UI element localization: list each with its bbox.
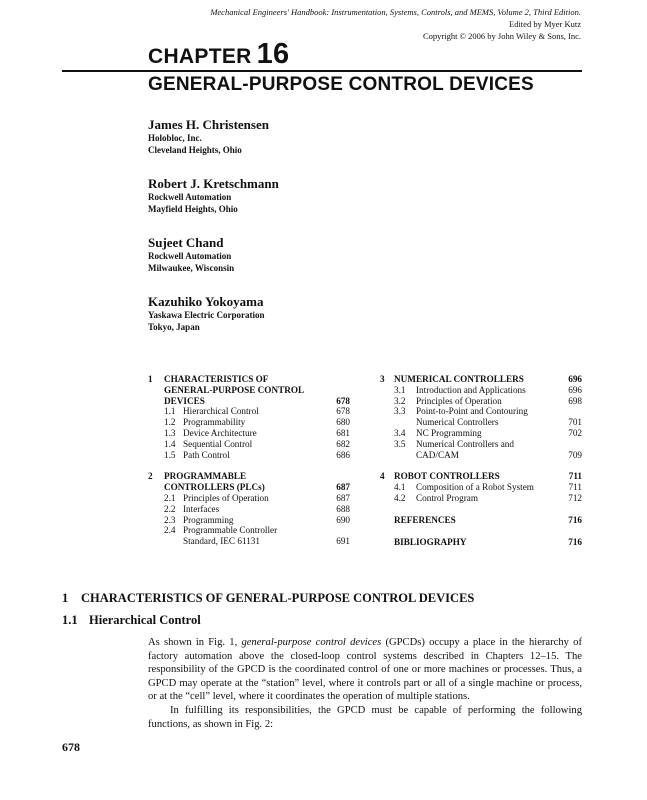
chapter-label bbox=[148, 38, 289, 71]
toc-item[interactable]: 3.4 NC Programming 702 bbox=[394, 427, 582, 438]
section-title: CHARACTERISTICS OF GENERAL-PURPOSE CONTROL DEVICES bbox=[81, 591, 475, 605]
author-location: Mayfield Heights, Ohio bbox=[148, 204, 238, 214]
toc-bibliography[interactable]: BIBLIOGRAPHY 716 bbox=[394, 536, 582, 547]
chapter-rule bbox=[62, 70, 582, 72]
toc-page: 696 bbox=[568, 374, 582, 384]
author-name: Sujeet Chand bbox=[148, 235, 224, 250]
author-block bbox=[148, 294, 265, 333]
author-org: Rockwell Automation bbox=[148, 251, 232, 261]
toc-item[interactable]: 4.2 Control Program 712 bbox=[394, 492, 582, 503]
paragraph: As shown in Fig. 1, general-purpose control devices (GPCDs) occupy a place in the hierarchy of factory automation above the closed-loop control systems described in Chapters 12–15. The responsibility of the GPCD is the coordinated control of one or more machines or processes. Thus, a GPCD may operate at the “station” level, where it controls part or all of a single machine or process, or at the “cell” level, where it coordinates the operation of multiple stations. bbox=[148, 637, 582, 703]
author-name: James H. Christensen bbox=[148, 117, 269, 132]
toc-section-1[interactable]: 1 CHARACTERISTICS OF bbox=[148, 374, 269, 384]
author-location: Tokyo, Japan bbox=[148, 322, 200, 332]
author-location: Milwaukee, Wisconsin bbox=[148, 263, 235, 273]
toc-item[interactable]: 1.4 Sequential Control 682 bbox=[164, 438, 350, 449]
toc-right-column bbox=[380, 374, 582, 547]
toc-item[interactable]: 2.3 Programming 690 bbox=[164, 514, 350, 525]
toc-section-2-line2: CONTROLLERS (PLCs) 687 bbox=[164, 482, 350, 493]
section-title: Hierarchical Control bbox=[89, 613, 201, 627]
toc-item-cont: Numerical Controllers 701 bbox=[416, 417, 582, 428]
toc-item[interactable]: 2.2 Interfaces 688 bbox=[164, 503, 350, 514]
toc-item[interactable]: 3.2 Principles of Operation 698 bbox=[394, 395, 582, 406]
author-org: Holobloc, Inc. bbox=[148, 133, 202, 143]
toc-section-2[interactable]: 2 PROGRAMMABLE bbox=[148, 471, 247, 482]
emphasis: general-purpose control devices bbox=[241, 637, 382, 648]
section-1-1-heading bbox=[62, 613, 201, 628]
toc-page: 711 bbox=[568, 471, 582, 482]
chapter-number: 16 bbox=[256, 38, 290, 70]
toc-item[interactable]: 4.1 Composition of a Robot System 711 bbox=[394, 482, 582, 493]
toc-page: 678 bbox=[336, 395, 350, 406]
author-block bbox=[148, 117, 269, 156]
toc-section-3[interactable]: 3 NUMERICAL CONTROLLERS 696 bbox=[380, 374, 582, 384]
author-block bbox=[148, 176, 279, 215]
author-org: Yaskawa Electric Corporation bbox=[148, 310, 265, 320]
section-number: 1.1 bbox=[62, 613, 78, 627]
author-name: Robert J. Kretschmann bbox=[148, 176, 279, 191]
toc-item[interactable]: 1.5 Path Control 686 bbox=[164, 449, 350, 460]
toc-section-1-line2: GENERAL-PURPOSE CONTROL bbox=[164, 384, 305, 395]
body-text bbox=[148, 636, 582, 731]
author-org: Rockwell Automation bbox=[148, 192, 232, 202]
header-book-title: Mechanical Engineers' Handbook: Instrumentation, Systems, Controls, and MEMS, Volume 2, Third Edition. bbox=[210, 7, 581, 17]
author-location: Cleveland Heights, Ohio bbox=[148, 145, 242, 155]
paragraph: In fulfilling its responsibilities, the GPCD must be capable of performing the following functions, as shown in Fig. 2: bbox=[148, 704, 582, 730]
toc-item[interactable]: 3.1 Introduction and Applications 696 bbox=[394, 384, 582, 395]
toc-page: 687 bbox=[336, 482, 350, 493]
author-block bbox=[148, 235, 234, 274]
toc-item[interactable]: 1.1 Hierarchical Control 678 bbox=[164, 406, 350, 417]
toc-item[interactable]: 2.4 Programmable Controller bbox=[164, 525, 278, 536]
toc-item[interactable]: 2.1 Principles of Operation 687 bbox=[164, 492, 350, 503]
toc-item-cont: Standard, IEC 61131 691 bbox=[183, 536, 350, 547]
toc-section-4[interactable]: 4 ROBOT CONTROLLERS 711 bbox=[380, 471, 582, 482]
author-name: Kazuhiko Yokoyama bbox=[148, 294, 264, 309]
section-number: 1 bbox=[62, 591, 69, 605]
chapter-title: GENERAL-PURPOSE CONTROL DEVICES bbox=[148, 74, 534, 95]
toc-item-cont: CAD/CAM 709 bbox=[416, 449, 582, 460]
toc-item[interactable]: 3.5 Numerical Controllers and bbox=[394, 438, 514, 449]
page-number: 678 bbox=[62, 740, 80, 754]
toc-item[interactable]: 1.2 Programmability 680 bbox=[164, 417, 350, 428]
header-editor: Edited by Myer Kutz bbox=[509, 19, 581, 29]
toc-left-column bbox=[148, 374, 350, 547]
toc-section-1-line3: DEVICES 678 bbox=[164, 395, 350, 406]
header-copyright: Copyright © 2006 by John Wiley & Sons, Inc. bbox=[422, 31, 581, 41]
toc-item[interactable]: 1.3 Device Architecture 681 bbox=[164, 427, 350, 438]
chapter-word: CHAPTER bbox=[148, 45, 252, 68]
toc-item[interactable]: 3.3 Point-to-Point and Contouring bbox=[394, 406, 528, 417]
section-1-heading bbox=[62, 591, 474, 606]
toc-references[interactable]: REFERENCES 716 bbox=[394, 514, 582, 525]
